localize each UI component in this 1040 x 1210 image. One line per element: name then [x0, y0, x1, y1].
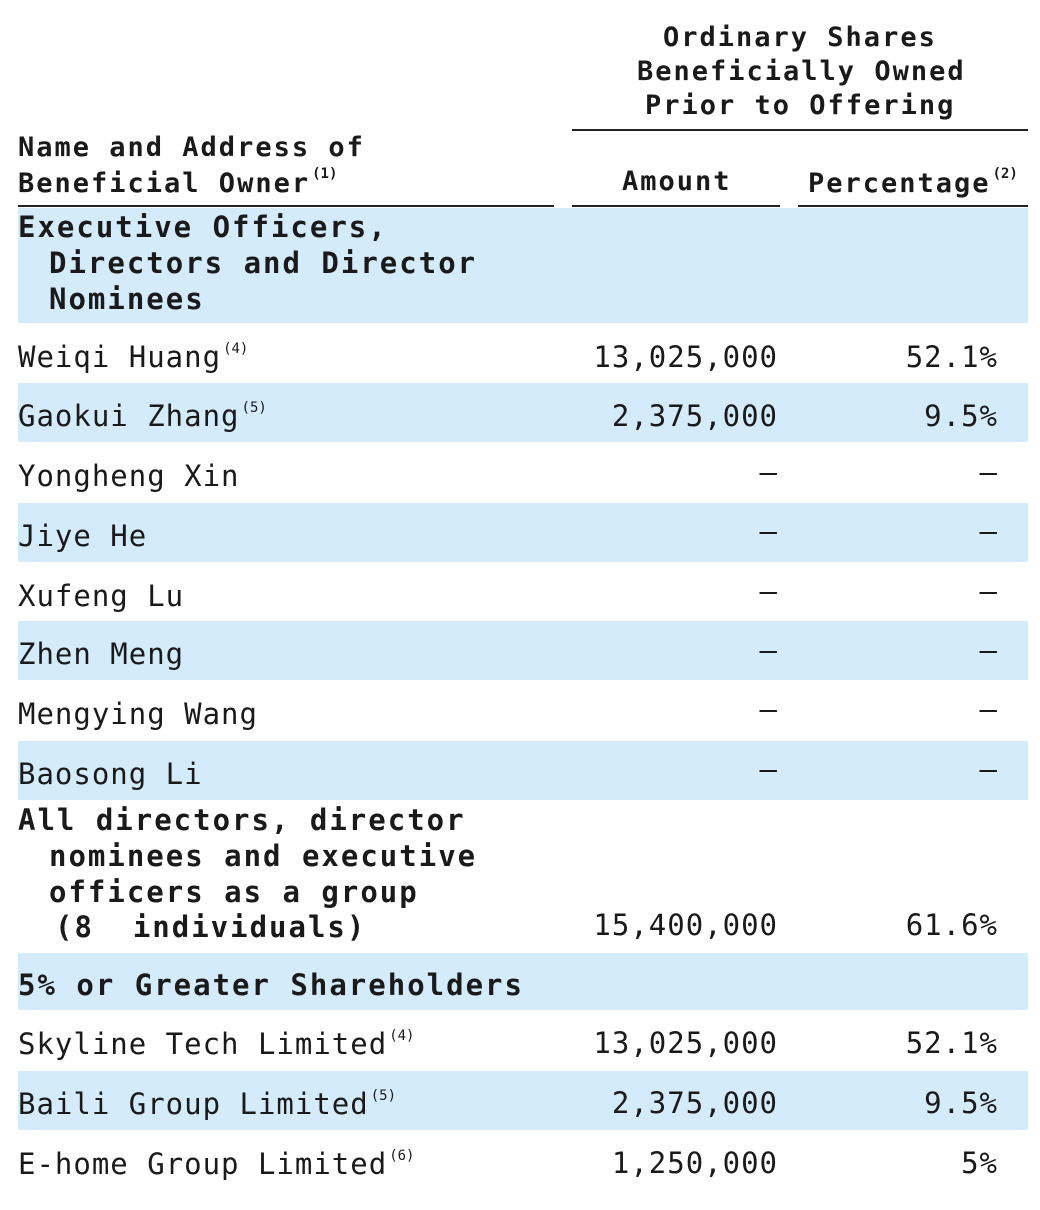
- group-total-label-line-3: officers as a group: [49, 875, 419, 909]
- section-heading-executive-line-2: Directors and Director: [49, 246, 478, 280]
- owner-name: Weiqi Huang: [18, 340, 222, 374]
- amount-header-rule: [572, 205, 780, 207]
- column-group-title-line-2: Beneficially Owned: [637, 56, 966, 87]
- table-row-percentage: —: [979, 692, 998, 726]
- footnote-ref: (5): [241, 400, 267, 416]
- table-row-percentage: 9.5%: [924, 399, 998, 433]
- table-row-name: [18, 1087, 396, 1121]
- table-row-amount: —: [759, 692, 778, 726]
- section-heading-major-shareholders: 5% or Greater Shareholders: [18, 968, 524, 1002]
- group-total-label-line-1: All directors, director: [18, 803, 466, 837]
- amount-column-header: Amount: [622, 166, 732, 197]
- percentage-column-header: [808, 166, 1018, 199]
- table-row-name: Mengying Wang: [18, 697, 258, 731]
- table-row-amount: 13,025,000: [593, 1026, 778, 1060]
- table-row-name: [18, 340, 248, 374]
- table-row-name: [18, 1027, 415, 1061]
- table-row-name: Baosong Li: [18, 757, 203, 791]
- group-total-percentage: 61.6%: [905, 908, 998, 942]
- footnote-ref: (5): [370, 1088, 397, 1104]
- footnote-ref: (2): [992, 166, 1018, 182]
- table-row-name: Jiye He: [18, 519, 148, 553]
- table-row-percentage: —: [979, 455, 998, 489]
- table-row-amount: 13,025,000: [593, 340, 778, 374]
- section-heading-executive-line-3: Nominees: [49, 282, 205, 316]
- owner-name: E-home Group Limited: [18, 1147, 388, 1181]
- column-group-title-line-3: Prior to Offering: [645, 90, 956, 121]
- table-row-percentage: 5%: [961, 1146, 998, 1180]
- footnote-ref: (6): [389, 1148, 415, 1164]
- footnote-ref: (1): [312, 166, 338, 182]
- name-column-header-text: Beneficial Owner: [18, 168, 311, 199]
- table-row-amount: 2,375,000: [611, 1086, 778, 1120]
- owner-name: Skyline Tech Limited: [18, 1027, 388, 1061]
- table-row-amount: —: [759, 455, 778, 489]
- owner-name: Gaokui Zhang: [18, 399, 240, 433]
- table-row-name: Xufeng Lu: [18, 579, 185, 613]
- name-column-header-line-1: Name and Address of: [18, 132, 365, 163]
- table-row-amount: —: [759, 633, 778, 667]
- table-row-percentage: 52.1%: [905, 340, 998, 374]
- group-header-rule: [572, 129, 1028, 131]
- column-group-title-line-1: Ordinary Shares: [663, 22, 937, 53]
- table-row-percentage: —: [979, 574, 998, 608]
- table-row-percentage: —: [979, 514, 998, 548]
- table-row-amount: 1,250,000: [611, 1146, 778, 1180]
- group-total-label-line-2: nominees and executive: [49, 839, 478, 873]
- group-total-amount: 15,400,000: [593, 908, 778, 942]
- name-column-header-line-2: [18, 166, 337, 199]
- table-row-percentage: —: [979, 752, 998, 786]
- percentage-column-header-text: Percentage: [808, 168, 991, 199]
- group-total-label-line-4: (8 individuals): [55, 910, 367, 944]
- table-row-name: [18, 1147, 415, 1181]
- table-row-name: Zhen Meng: [18, 637, 185, 671]
- row-band: [18, 503, 1028, 562]
- table-row-amount: —: [759, 752, 778, 786]
- name-header-rule: [18, 205, 554, 207]
- section-heading-executive-line-1: Executive Officers,: [18, 210, 388, 244]
- footnote-ref: (4): [389, 1028, 415, 1044]
- percentage-header-rule: [798, 205, 1028, 207]
- table-row-amount: —: [759, 574, 778, 608]
- table-row-percentage: 52.1%: [905, 1026, 998, 1060]
- table-row-percentage: —: [979, 633, 998, 667]
- owner-name: Baili Group Limited: [18, 1087, 369, 1121]
- table-row-percentage: 9.5%: [924, 1086, 998, 1120]
- table-row-name: Yongheng Xin: [18, 459, 240, 493]
- table-row-name: [18, 399, 267, 433]
- footnote-ref: (4): [223, 341, 249, 357]
- table-row-amount: 2,375,000: [611, 399, 778, 433]
- table-row-amount: —: [759, 514, 778, 548]
